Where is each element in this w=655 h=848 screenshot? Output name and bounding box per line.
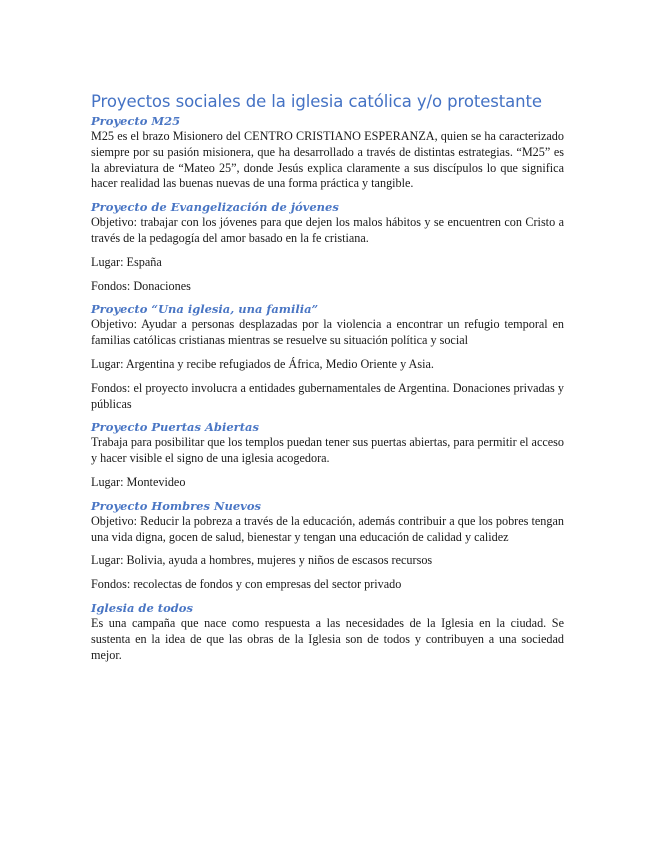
- paragraph: M25 es el brazo Misionero del CENTRO CRISTIANO ESPERANZA, quien se ha caracterizado siempre por su pasión misionera, que ha desarrollado a través de distintas estrategias. “M25” es la abreviatura de “Mateo 25”, donde Jesús explica claramente a sus discípulos lo que significa hacer realidad las buenas nuevas de una forma práctica y tangible.: [91, 129, 564, 191]
- section-heading: Proyecto “Una iglesia, una familia”: [91, 302, 319, 317]
- section-heading: Proyecto M25: [91, 114, 181, 128]
- paragraph: Es una campaña que nace como respuesta a las necesidades de la Iglesia en la ciudad. Se sustenta en la idea de que las obras de la Iglesia son de todos y contribuyen a una sociedad mejor.: [91, 615, 564, 662]
- paragraph: Fondos: recolectas de fondos y con empresas del sector privado: [91, 577, 402, 592]
- document-body: [91, 92, 564, 671]
- paragraph: Objetivo: trabajar con los jóvenes para que dejen los malos hábitos y se encuentren con Cristo a través de la pedagogía del amor basado en la fe cristiana.: [91, 215, 564, 245]
- paragraph: Fondos: Donaciones: [91, 278, 191, 293]
- section-heading: Proyecto de Evangelización de jóvenes: [91, 200, 339, 215]
- paragraph: Fondos: el proyecto involucra a entidades gubernamentales de Argentina. Donaciones privadas y públicas: [91, 380, 564, 411]
- section-proyecto-m25: [91, 114, 564, 192]
- paragraph: Objetivo: Reducir la pobreza a través de la educación, además contribuir a que los pobres tengan una vida digna, gocen de salud, bienestar y tengan una educación de calidad y calidez: [91, 513, 564, 544]
- document-title: Proyectos sociales de la iglesia católica y/o protestante: [91, 92, 542, 111]
- paragraph: Lugar: Montevideo: [91, 474, 186, 489]
- paragraph: Trabaja para posibilitar que los templos puedan tener sus puertas abiertas, para permitir el acceso y hacer visible el signo de una iglesia acogedora.: [91, 435, 565, 466]
- section-heading: Proyecto Hombres Nuevos: [91, 498, 261, 513]
- paragraph: Lugar: Bolivia, ayuda a hombres, mujeres y niños de escasos recursos: [91, 553, 433, 568]
- paragraph: Objetivo: Ayudar a personas desplazadas por la violencia a encontrar un refugio temporal en familias católicas cristianas mientras se resuelve su situación política y social: [91, 317, 564, 348]
- paragraph: Lugar: Argentina y recibe refugiados de África, Medio Oriente y Asia.: [91, 356, 434, 371]
- section-evangelizacion-jovenes: [91, 200, 564, 294]
- section-heading: Proyecto Puertas Abiertas: [91, 420, 259, 435]
- section-una-iglesia-una-familia: [91, 302, 564, 412]
- paragraph: Lugar: España: [91, 254, 162, 269]
- section-hombres-nuevos: [91, 499, 564, 593]
- section-puertas-abiertas: [91, 420, 564, 490]
- section-heading: Iglesia de todos: [91, 600, 193, 615]
- section-iglesia-de-todos: [91, 601, 564, 663]
